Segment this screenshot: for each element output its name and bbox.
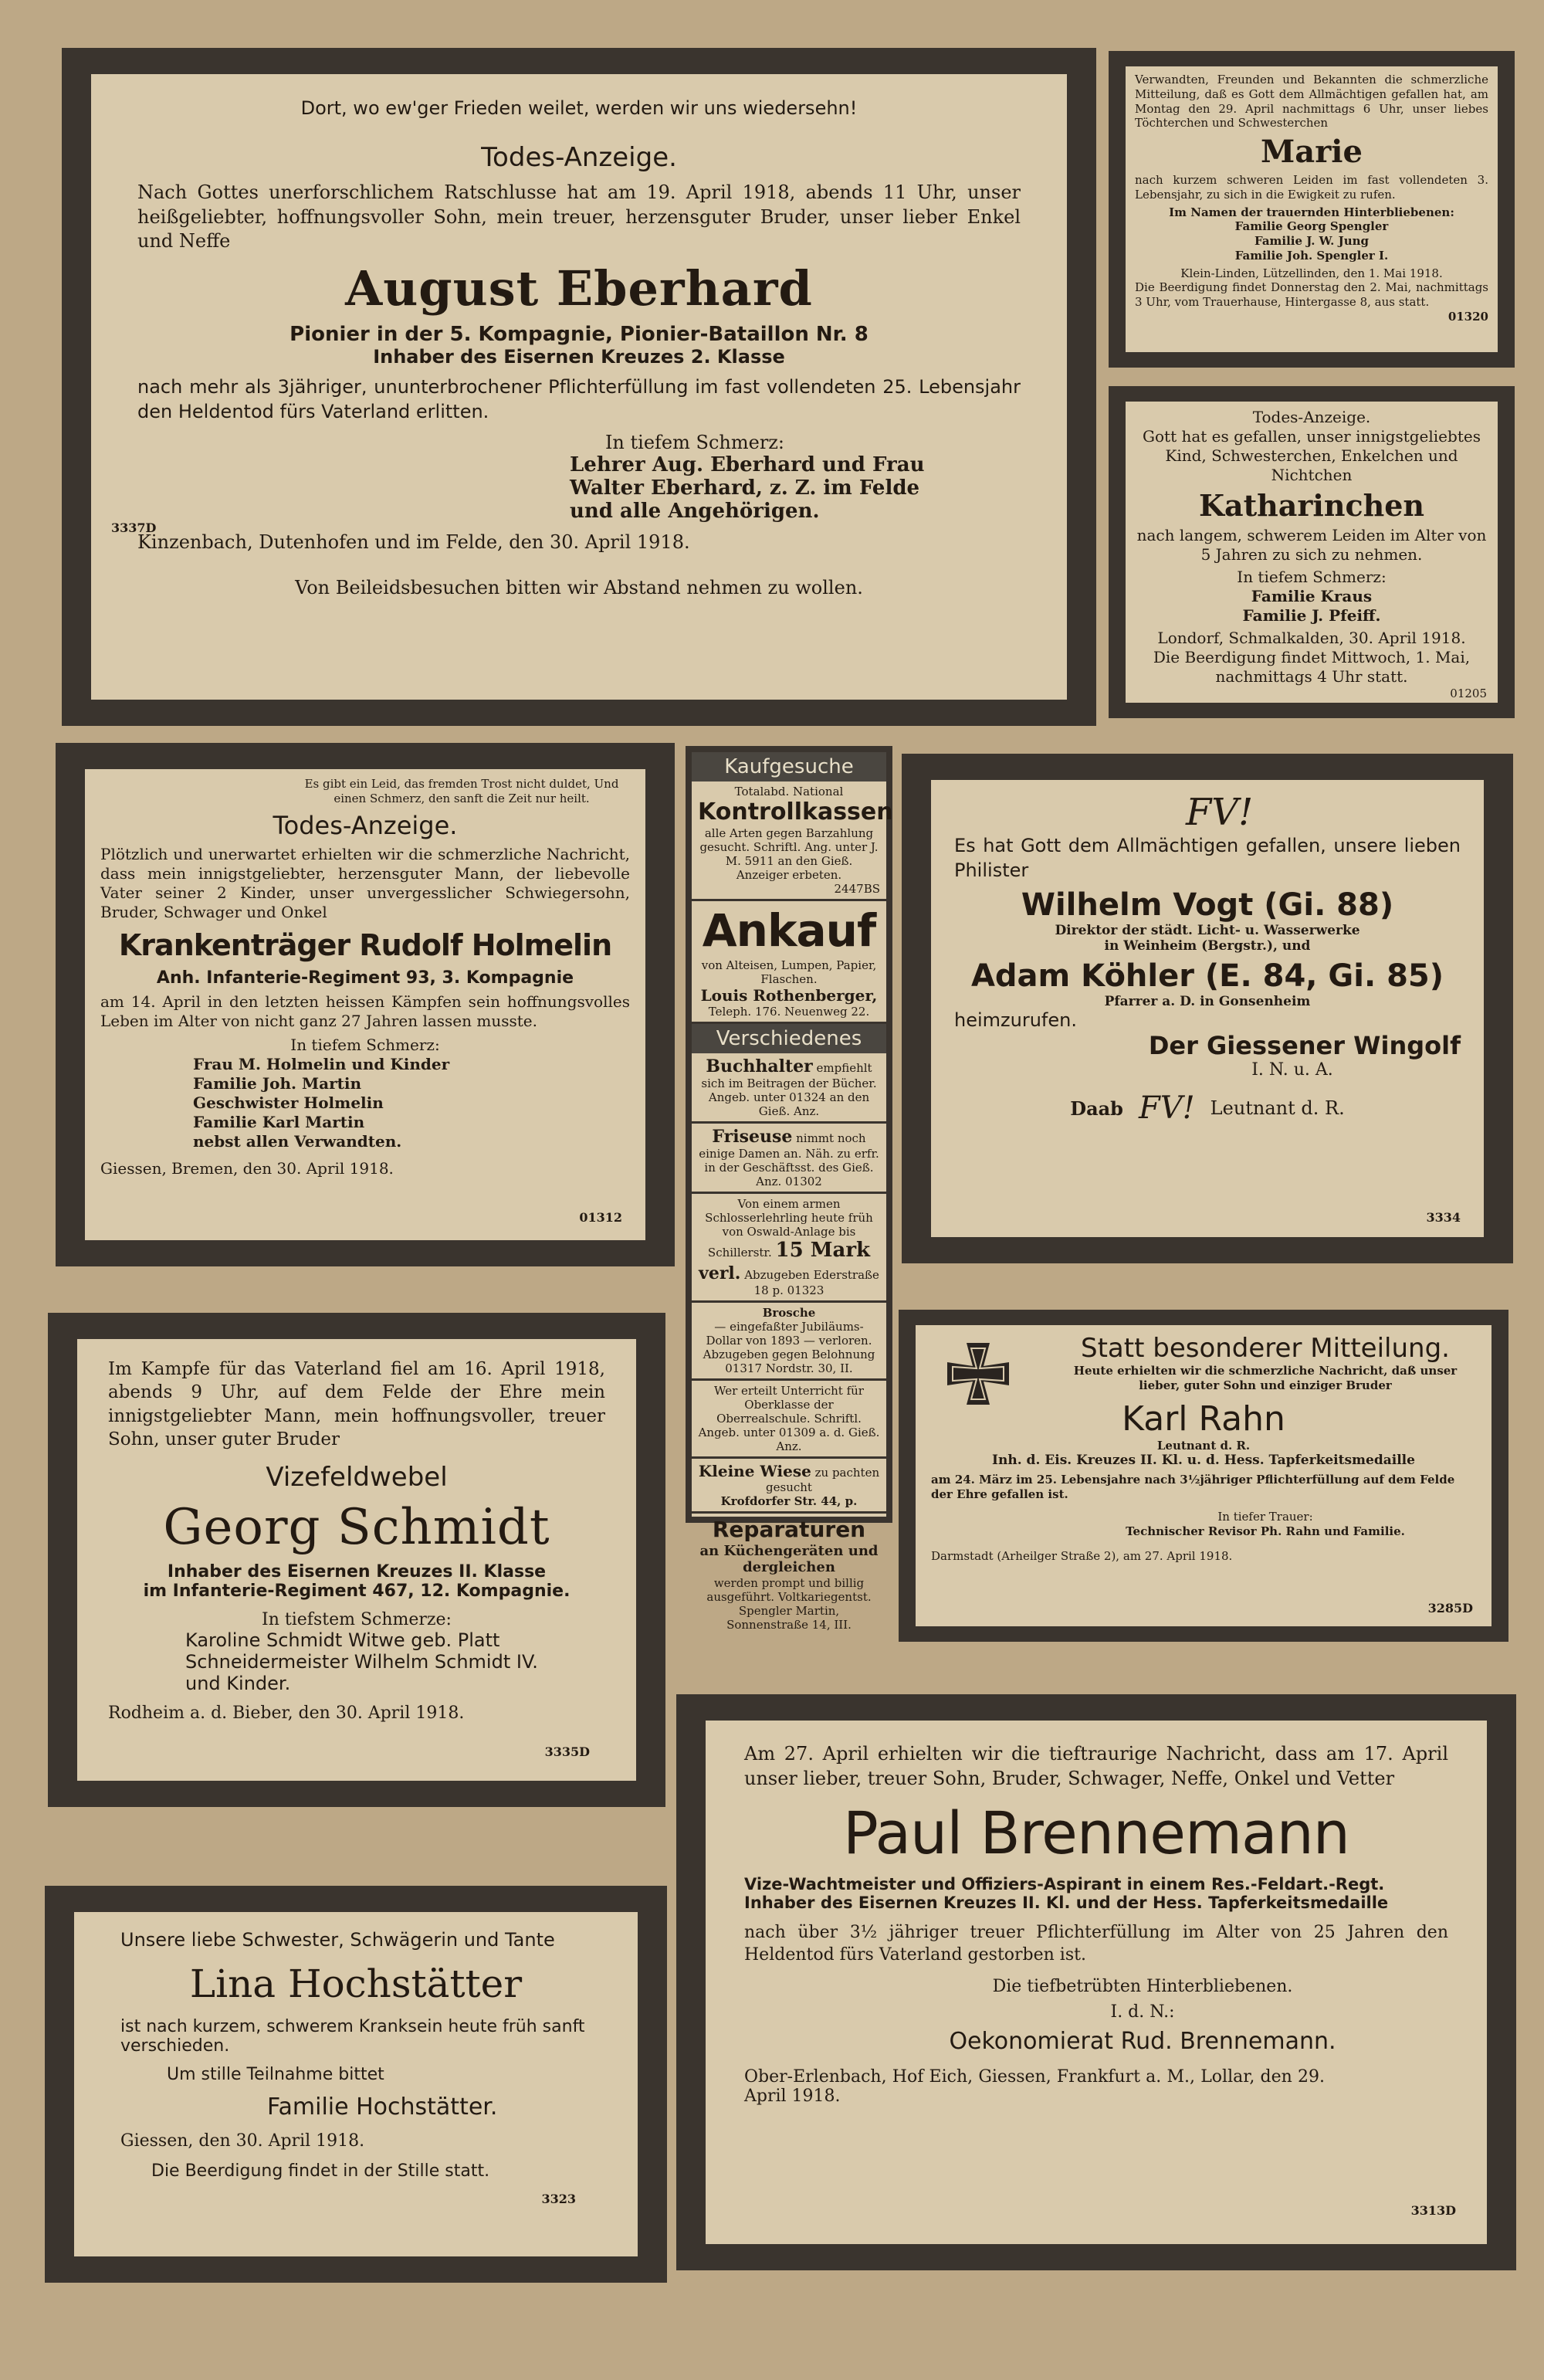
notice-eberhard xyxy=(62,48,1096,726)
role-line: in Weinheim (Bergstr.), und xyxy=(1104,938,1311,954)
grief-line: Die tiefbetrübten Hinterbliebenen. xyxy=(992,1977,1293,1997)
ad-ankauf: Ankauf von Alteisen, Lumpen, Papier, Flaschen. Louis Rothenberger, Teleph. 176. Neuenweg 22. xyxy=(692,901,886,1024)
motto: Es gibt ein Leid, das fremden Trost nicht duldet, Und einen Schmerz, den sanft die Zeit nur heilt. xyxy=(304,777,619,805)
ad-wiese: Kleine Wiese zu pachten gesucht Krofdorfer Str. 44, p. xyxy=(692,1459,886,1514)
body-text: heimzurufen. xyxy=(954,1009,1077,1032)
family-line: Familie Joh. Spengler I. xyxy=(1234,248,1389,263)
ad-lost-money: Von einem armen Schlosserlehrling heute früh von Oswald-Anlage bis Schillerstr. 15 Mark verl. Abzugeben Ederstraße 18 p. 01323 xyxy=(692,1194,886,1303)
award-line: Inhaber des Eisernen Kreuzes II. Kl. und der Hess. Tapferkeitsmedaille xyxy=(744,1893,1389,1913)
ad-code: 3334 xyxy=(1426,1210,1461,1225)
rank-line: Pionier in der 5. Kompagnie, Pionier-Bataillon Nr. 8 xyxy=(290,323,868,347)
rank-line: Anh. Infanterie-Regiment 93, 3. Kompagnie xyxy=(156,968,574,988)
section-header-verschiedenes: Verschiedenes xyxy=(692,1024,886,1053)
place-date: Kinzenbach, Dutenhofen und im Felde, den 30. April 1918. xyxy=(137,531,690,554)
deceased-name: Katharinchen xyxy=(1198,488,1425,523)
deceased-name: Marie xyxy=(1261,134,1363,170)
place-date: Klein-Linden, Lützellinden, den 1. Mai 1918. xyxy=(1180,266,1443,280)
notice-heading: Statt besonderer Mitteilung. xyxy=(1081,1333,1450,1364)
role-line: Direktor der städt. Licht- u. Wasserwerke xyxy=(1055,923,1360,939)
grief-line: In tiefem Schmerz: xyxy=(290,1035,440,1054)
ad-code: 3323 xyxy=(541,2192,576,2206)
ad-unterricht: Wer erteilt Unterricht für Oberklasse der Oberrealschule. Schriftl. Angeb. unter 01309 a. d. Gieß. Anz. xyxy=(692,1381,886,1459)
body-text: nach langem, schwerem Leiden im Alter von 5 Jahren zu sich zu nehmen. xyxy=(1136,526,1487,564)
notice-brennemann xyxy=(676,1694,1516,2270)
deceased-name: Wilhelm Vogt (Gi. 88) xyxy=(1021,887,1394,924)
award-line: Inhaber des Eisernen Kreuzes 2. Klasse xyxy=(373,346,785,368)
deceased-name: Lina Hochstätter xyxy=(189,1961,523,2006)
ad-brosche: Brosche — eingefaßter Jubiläums-Dollar von 1893 — verloren. Abzugeben gegen Belohnung 01317 Nordstr. 30, II. xyxy=(692,1303,886,1381)
body-text: nach kurzem schweren Leiden im fast vollendeten 3. Lebensjahr, zu sich in die Ewigkeit zu rufen. xyxy=(1135,173,1488,202)
body-text: ist nach kurzem, schwerem Kranksein heute früh sanft verschieden. xyxy=(120,2017,585,2056)
rank-line: Vizefeldwebel xyxy=(266,1462,448,1493)
place-date: Giessen, den 30. April 1918. xyxy=(120,2131,365,2151)
classified-column xyxy=(686,746,893,1632)
grief-line: In tiefstem Schmerze: xyxy=(262,1610,452,1630)
family-line: Geschwister Holmelin xyxy=(193,1093,384,1112)
family-line: Familie Hochstätter. xyxy=(267,2094,498,2121)
section-header-kaufgesuche: Kaufgesuche xyxy=(692,752,886,781)
ad-buchhalter: Buchhalter empfiehlt sich im Beitragen der Bücher. Angeb. unter 01324 an den Gieß. Anz. xyxy=(692,1053,886,1124)
ad-code: 3337D xyxy=(111,520,157,535)
grief-line: Im Namen der trauernden Hinterbliebenen: xyxy=(1169,205,1454,219)
family-line: Walter Eberhard, z. Z. im Felde xyxy=(570,476,920,500)
ad-reparaturen: Reparaturen an Küchengeräten und dergleichen werden prompt und billig ausgeführt. Voltkariegentst. Spengler Martin, Sonnenstraße 14, III. xyxy=(699,1516,879,1632)
intro-text: Unsere liebe Schwester, Schwägerin und Tante xyxy=(120,1929,555,1951)
notice-heading: Todes-Anzeige. xyxy=(273,810,458,840)
body-text: nach über 3½ jähriger treuer Pflichterfüllung im Alter von 25 Jahren den Heldentod fürs Vaterland gestorben ist. xyxy=(744,1923,1448,1965)
burial-note: Die Beerdigung findet Donnerstag den 2. Mai, nachmittags 3 Uhr, vom Trauerhause, Hintergasse 8, aus statt. xyxy=(1135,280,1488,309)
notice-schmidt xyxy=(48,1313,665,1807)
notice-rahn xyxy=(899,1310,1508,1642)
family-line: und alle Angehörigen. xyxy=(570,500,820,524)
family-line: Karoline Schmidt Witwe geb. Platt xyxy=(185,1629,500,1652)
intro-text: Gott hat es gefallen, unser innigstgeliebtes Kind, Schwesterchen, Enkelchen und Nichtchen xyxy=(1143,427,1481,484)
deceased-name: August Eberhard xyxy=(345,260,813,317)
family-line: Familie J. W. Jung xyxy=(1254,234,1369,248)
intro-text: Nach Gottes unerforschlichem Ratschlusse hat am 19. April 1918, abends 11 Uhr, unser heißgeliebter, hoffnungsvoller Sohn, mein treuer, herzensguter Bruder, unser lieber Enkel und Neffe xyxy=(137,181,1021,253)
body-text: nach mehr als 3jähriger, ununterbrochener Pflichterfüllung im fast vollendeten 25. Lebensjahr den Heldentod fürs Vaterland erlitten. xyxy=(137,376,1021,422)
grief-line: In tiefem Schmerz: xyxy=(604,432,785,454)
place-date: Ober-Erlenbach, Hof Eich, Giessen, Frankfurt a. M., Lollar, den 29. April 1918. xyxy=(744,2067,1325,2107)
ad-code: 01205 xyxy=(1450,687,1487,700)
family-line: Frau M. Holmelin und Kinder xyxy=(193,1054,450,1073)
signature-name: Daab xyxy=(1070,1097,1123,1120)
place-date: Darmstadt (Arheilger Straße 2), am 27. April 1918. xyxy=(931,1549,1233,1564)
monogram: FV! xyxy=(1186,791,1254,834)
intro-text: Es hat Gott dem Allmächtigen gefallen, unsere lieben Philister xyxy=(954,835,1461,881)
footer-note: Von Beileidsbesuchen bitten wir Abstand nehmen zu wollen. xyxy=(295,577,863,599)
signature-rank: Leutnant d. R. xyxy=(1210,1097,1345,1120)
intro-text: Plötzlich und unerwartet erhielten wir die schmerzliche Nachricht, dass mein innigstgeliebter, herzensguter Mann, der liebevolle Vater seiner 2 Kinder, unser unvergesslicher Schwiegersohn, Bruder, Schwager und Onkel xyxy=(100,844,630,921)
family-line: Familie Georg Spengler xyxy=(1234,219,1389,234)
ad-code: 3335D xyxy=(544,1744,590,1759)
award-line: Inh. d. Eis. Kreuzes II. Kl. u. d. Hess. Tapferkeitsmedaille xyxy=(992,1453,1415,1469)
ad-friseuse: Friseuse nimmt noch einige Damen an. Näh. zu erfr. in der Geschäftsst. des Gieß. Anz. 01302 xyxy=(692,1124,886,1194)
rank-line: Vize-Wachtmeister und Offiziers-Aspirant in einem Res.-Feldart.-Regt. xyxy=(744,1875,1385,1894)
organisation: Der Giessener Wingolf xyxy=(1148,1031,1461,1061)
family-line: nebst allen Verwandten. xyxy=(193,1131,402,1151)
body-text: am 14. April in den letzten heissen Kämpfen sein hoffnungsvolles Leben im Alter von nicht ganz 27 Jahren lassen musste. xyxy=(100,992,630,1030)
notice-marie xyxy=(1109,51,1515,368)
family-line: Lehrer Aug. Eberhard und Frau xyxy=(570,453,925,477)
place-date: Giessen, Bremen, den 30. April 1918. xyxy=(100,1158,394,1178)
family-line: Familie J. Pfeiff. xyxy=(1242,606,1381,625)
ina-line: I. N. u. A. xyxy=(1251,1060,1333,1080)
ind-line: I. d. N.: xyxy=(1110,2002,1175,2022)
notice-hochstaetter xyxy=(45,1886,667,2283)
intro-text: Heute erhielten wir die schmerzliche Nachricht, daß unser lieber, guter Sohn und einziger Bruder xyxy=(1073,1364,1458,1392)
family-line: Familie Kraus xyxy=(1251,587,1373,605)
award-line: Inhaber des Eisernen Kreuzes II. Klasse xyxy=(167,1562,547,1582)
notice-holmelin xyxy=(56,743,675,1266)
award-line: im Infanterie-Regiment 467, 12. Kompagnie. xyxy=(143,1582,571,1602)
notice-wingolf xyxy=(902,754,1513,1263)
burial-note: Die Beerdigung findet in der Stille statt. xyxy=(151,2161,490,2181)
rank-line: Leutnant d. R. xyxy=(1156,1438,1251,1453)
iron-cross-icon xyxy=(943,1339,1013,1409)
ad-code: 3285D xyxy=(1427,1601,1473,1615)
intro-text: Im Kampfe für das Vaterland fiel am 16. April 1918, abends 9 Uhr, auf dem Felde der Ehre mein innigstgeliebter Mann, mein hoffnungsvoller, treuer Sohn, unser guter Bruder xyxy=(108,1359,605,1450)
role-line: Pfarrer a. D. in Gonsenheim xyxy=(1104,994,1311,1010)
notice-heading: Todes-Anzeige. xyxy=(481,142,677,173)
burial-note: Die Beerdigung findet Mittwoch, 1. Mai, nachmittags 4 Uhr statt. xyxy=(1153,648,1471,686)
notice-katharinchen xyxy=(1109,386,1515,718)
family-line: Familie Joh. Martin xyxy=(193,1073,361,1093)
deceased-name: Georg Schmidt xyxy=(163,1499,550,1557)
family-line: Technischer Revisor Ph. Rahn und Familie. xyxy=(1126,1524,1405,1538)
notice-heading: Todes-Anzeige. xyxy=(1252,408,1371,426)
motto: Dort, wo ew'ger Frieden weilet, werden wir uns wiedersehn! xyxy=(300,97,858,119)
family-line: Oekonomierat Rud. Brennemann. xyxy=(949,2028,1336,2056)
family-line: Schneidermeister Wilhelm Schmidt IV. xyxy=(185,1651,538,1673)
ad-code: 01312 xyxy=(579,1210,622,1225)
intro-text: Verwandten, Freunden und Bekannten die schmerzliche Mitteilung, daß es Gott dem Allmächtigen gefallen hat, am Montag den 29. April nachmittags 6 Uhr, unser liebes Töchterchen und Schwesterchen xyxy=(1135,73,1488,131)
deceased-name: Karl Rahn xyxy=(1122,1399,1285,1439)
deceased-name: Adam Köhler (E. 84, Gi. 85) xyxy=(970,958,1444,995)
grief-line: In tiefer Trauer: xyxy=(1217,1509,1313,1524)
place-date: Londorf, Schmalkalden, 30. April 1918. xyxy=(1157,629,1466,647)
ad-code: 01320 xyxy=(1448,309,1488,324)
family-line: Familie Karl Martin xyxy=(193,1112,365,1131)
monogram: FV! xyxy=(1138,1090,1195,1127)
ask-line: Um stille Teilnahme bittet xyxy=(167,2065,384,2084)
ad-kontrollkassen: Totalabd. National Kontrollkassen alle Arten gegen Barzahlung gesucht. Schriftl. Ang. unter J. M. 5911 an den Gieß. Anzeiger erbeten. 2447BS xyxy=(692,781,886,901)
deceased-name: Paul Brennemann xyxy=(843,1799,1349,1868)
place-date: Rodheim a. d. Bieber, den 30. April 1918. xyxy=(108,1704,465,1724)
body-text: am 24. März im 25. Lebensjahre nach 3½jähriger Pflichterfüllung auf dem Felde der Ehre gefallen ist. xyxy=(931,1473,1455,1501)
grief-line: In tiefem Schmerz: xyxy=(1237,568,1387,586)
deceased-name: Krankenträger Rudolf Holmelin xyxy=(118,927,612,962)
family-line: und Kinder. xyxy=(185,1673,291,1695)
intro-text: Am 27. April erhielten wir die tieftraurige Nachricht, dass am 17. April unser lieber, treuer Sohn, Bruder, Schwager, Neffe, Onkel und Vetter xyxy=(744,1743,1448,1789)
ad-code: 3313D xyxy=(1410,2203,1456,2218)
